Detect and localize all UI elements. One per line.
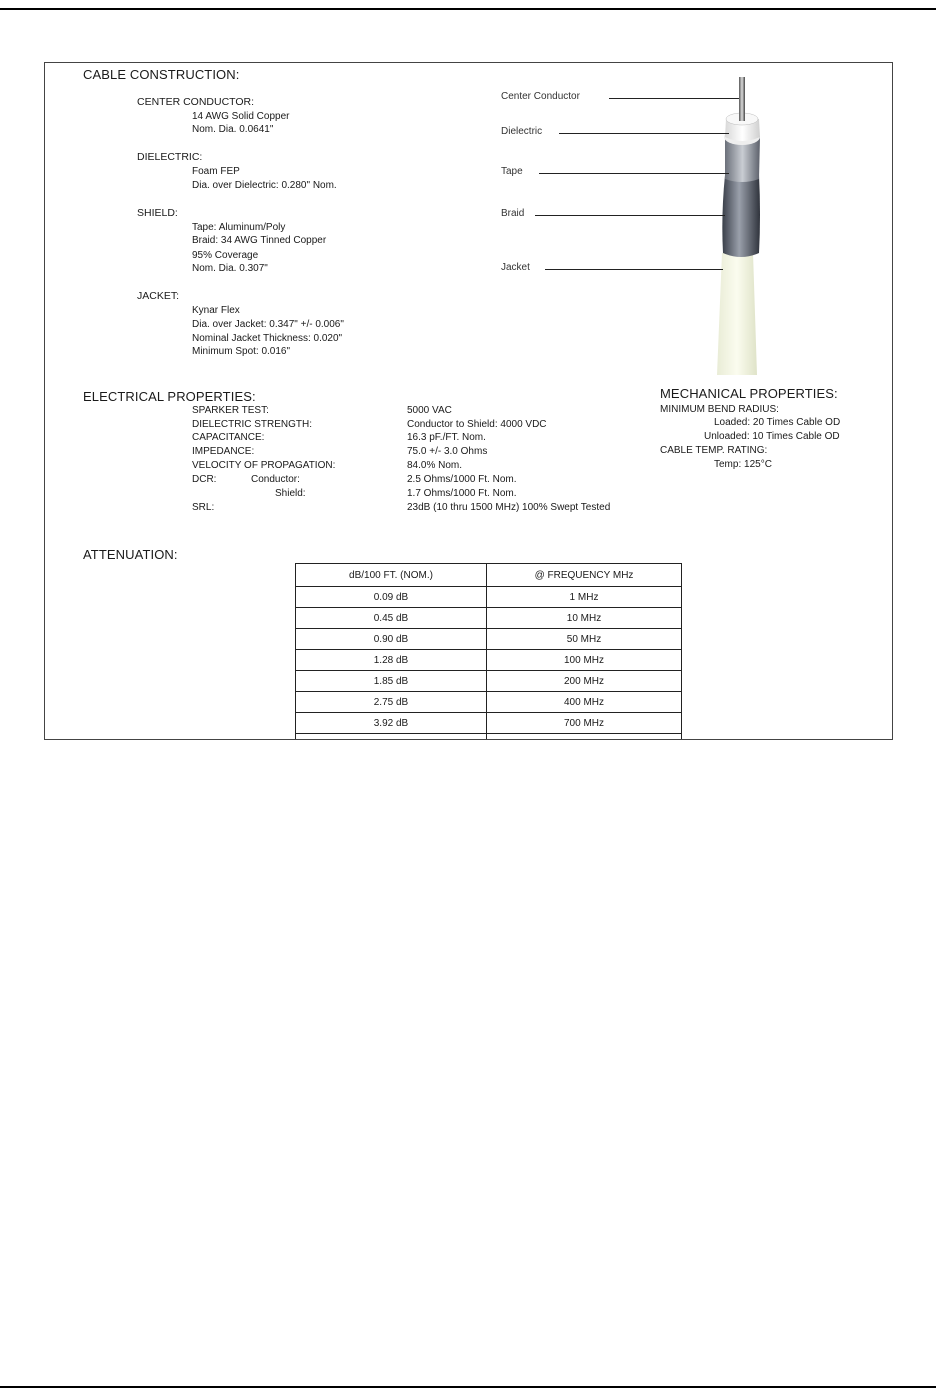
frequency: 700 MHz — [487, 713, 682, 734]
label-jacket: Jacket — [501, 262, 530, 273]
table-header-row — [296, 564, 682, 587]
leader-line — [559, 133, 729, 134]
center-conductor-heading: CENTER CONDUCTOR: — [137, 96, 255, 108]
shield-line: Nom. Dia. 0.307" — [192, 263, 268, 274]
label-center-conductor: Center Conductor — [501, 91, 580, 102]
attenuation-title: ATTENUATION: — [83, 547, 178, 562]
electrical-label: CAPACITANCE: — [192, 432, 265, 443]
label-tape: Tape — [501, 166, 523, 177]
table-row — [296, 650, 682, 671]
coax-cable-figure — [495, 75, 795, 375]
bottom-page-rule — [0, 1386, 936, 1388]
column-header: dB/100 FT. (NOM.) — [296, 564, 487, 587]
electrical-label: DCR: — [192, 474, 217, 485]
bend-radius-heading: MINIMUM BEND RADIUS: — [660, 404, 779, 415]
jacket-line: Kynar Flex — [192, 305, 240, 316]
mechanical-properties-title: MECHANICAL PROPERTIES: — [660, 386, 838, 401]
electrical-value: 2.5 Ohms/1000 Ft. Nom. — [407, 474, 517, 485]
attenuation-db: 0.09 dB — [296, 587, 487, 608]
electrical-label: SPARKER TEST: — [192, 405, 269, 416]
cable-datasheet — [44, 62, 893, 740]
shield-line: Tape: Aluminum/Poly — [192, 222, 286, 233]
frequency: 10 MHz — [487, 608, 682, 629]
coax-cable-illustration — [495, 75, 795, 375]
frequency: 50 MHz — [487, 629, 682, 650]
label-braid: Braid — [501, 208, 525, 219]
frequency: 400 MHz — [487, 692, 682, 713]
attenuation-db: 0.90 dB — [296, 629, 487, 650]
table-row — [296, 608, 682, 629]
electrical-label: DIELECTRIC STRENGTH: — [192, 419, 313, 430]
table-row — [296, 629, 682, 650]
leader-line — [535, 215, 725, 216]
top-page-rule — [0, 8, 936, 10]
shield-line: Braid: 34 AWG Tinned Copper — [192, 235, 327, 246]
leader-line — [539, 173, 729, 174]
electrical-value: 5000 VAC — [407, 405, 452, 416]
attenuation-db: 1.28 dB — [296, 650, 487, 671]
cable-temp-value: Temp: 125°C — [714, 459, 772, 470]
frequency: 100 MHz — [487, 650, 682, 671]
electrical-value: 75.0 +/- 3.0 Ohms — [407, 446, 488, 457]
jacket-line: Dia. over Jacket: 0.347" +/- 0.006" — [192, 319, 344, 330]
attenuation-db: 0.45 dB — [296, 608, 487, 629]
dielectric-line: Foam FEP — [192, 166, 240, 177]
jacket-heading: JACKET: — [137, 290, 180, 302]
table-cell-cut — [487, 734, 682, 741]
cable-temp-heading: CABLE TEMP. RATING: — [660, 445, 768, 456]
jacket-line: Nominal Jacket Thickness: 0.020" — [192, 333, 343, 344]
table-row — [296, 692, 682, 713]
leader-line — [609, 98, 739, 99]
electrical-value: 16.3 pF./FT. Nom. — [407, 432, 486, 443]
electrical-label: IMPEDANCE: — [192, 446, 255, 457]
cable-construction-title: CABLE CONSTRUCTION: — [83, 67, 240, 82]
frequency: 1 MHz — [487, 587, 682, 608]
attenuation-table — [295, 563, 682, 740]
attenuation-db: 2.75 dB — [296, 692, 487, 713]
table-row — [296, 587, 682, 608]
electrical-value: 1.7 Ohms/1000 Ft. Nom. — [407, 488, 517, 499]
dielectric-heading: DIELECTRIC: — [137, 151, 203, 163]
table-row — [296, 671, 682, 692]
attenuation-db: 3.92 dB — [296, 713, 487, 734]
table-row — [296, 734, 682, 741]
attenuation-db: 1.85 dB — [296, 671, 487, 692]
jacket-line: Minimum Spot: 0.016" — [192, 346, 291, 357]
leader-line — [545, 269, 723, 270]
frequency: 200 MHz — [487, 671, 682, 692]
electrical-label: SRL: — [192, 502, 215, 513]
electrical-label: VELOCITY OF PROPAGATION: — [192, 460, 336, 471]
electrical-value: 84.0% Nom. — [407, 460, 463, 471]
shield-line: 95% Coverage — [192, 250, 259, 261]
center-conductor-line: Nom. Dia. 0.0641" — [192, 124, 274, 135]
dielectric-line: Dia. over Dielectric: 0.280" Nom. — [192, 180, 337, 191]
column-header: @ FREQUENCY MHz — [487, 564, 682, 587]
electrical-value: 23dB (10 thru 1500 MHz) 100% Swept Tested — [407, 502, 611, 513]
electrical-properties-title: ELECTRICAL PROPERTIES: — [83, 389, 256, 404]
electrical-sublabel: Conductor: — [251, 474, 300, 485]
table-cell-cut — [296, 734, 487, 741]
table-row — [296, 713, 682, 734]
electrical-value: Conductor to Shield: 4000 VDC — [407, 419, 547, 430]
label-dielectric: Dielectric — [501, 126, 543, 137]
bend-loaded: Loaded: 20 Times Cable OD — [714, 417, 841, 428]
center-conductor-line: 14 AWG Solid Copper — [192, 111, 290, 122]
electrical-sublabel: Shield: — [275, 488, 306, 499]
shield-heading: SHIELD: — [137, 207, 178, 219]
bend-unloaded: Unloaded: 10 Times Cable OD — [704, 431, 840, 442]
